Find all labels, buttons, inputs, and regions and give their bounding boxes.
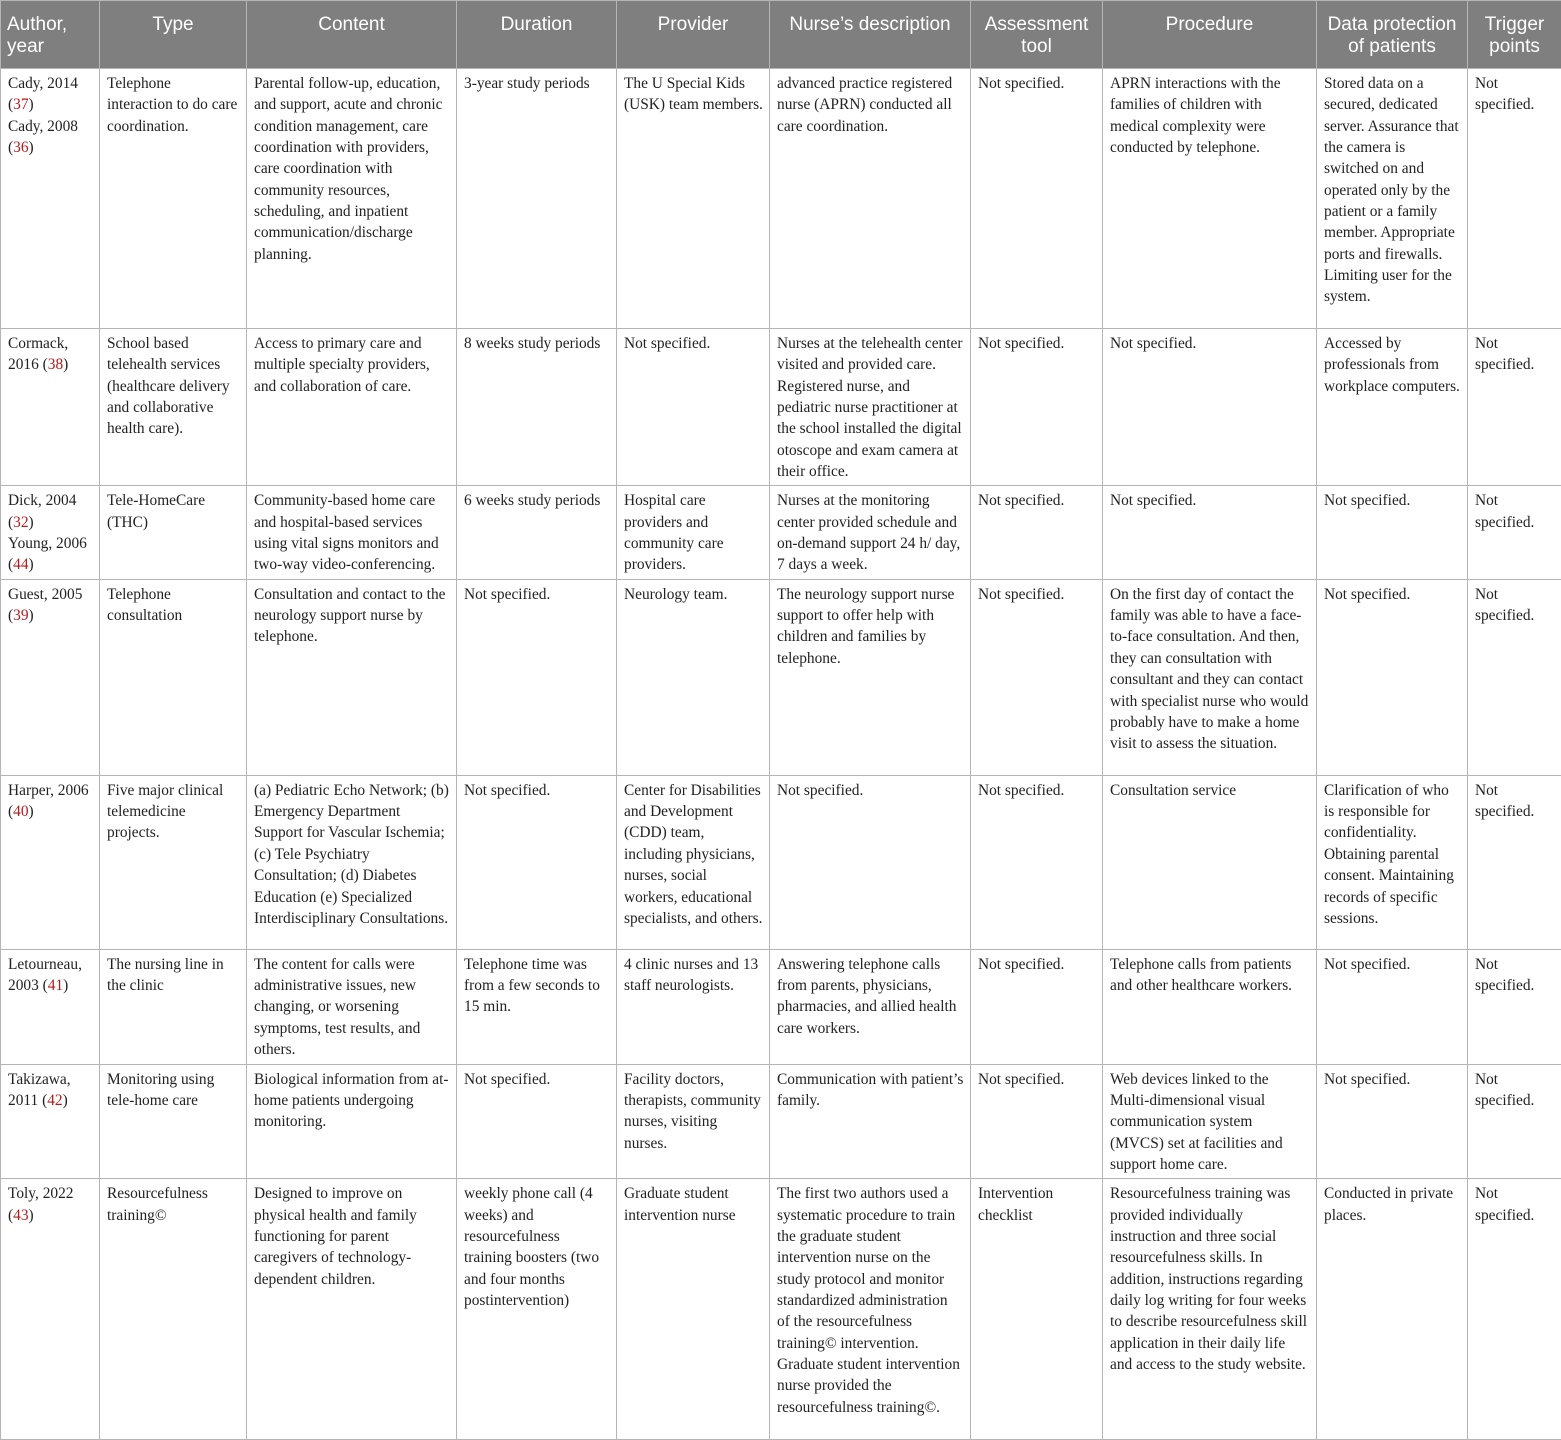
reference-link[interactable]: 41 [48,977,63,994]
cell-type: Tele-HomeCare (THC) [100,486,247,579]
cell-duration: Not specified. [457,775,617,949]
cell-content: Access to primary care and multiple specialty providers, and collaboration of care. [247,329,457,486]
cell-nurse-description: Not specified. [770,775,971,949]
header-duration: Duration [457,1,617,69]
author-name: Cady, 2008 [8,118,78,135]
author-name: Harper, 2006 [8,782,89,799]
cell-provider: Hospital care providers and community care providers. [617,486,770,579]
author-entry: Takizawa, 2011 (42) [8,1071,71,1109]
table-row [1,775,1561,949]
cell-assessment-tool: Not specified. [971,486,1103,579]
cell-nurse-description: advanced practice registered nurse (APRN) conducted all care coordination. [770,69,971,329]
author-name: Dick, 2004 [8,492,76,509]
author-name: Letourneau, 2003 [8,956,82,994]
cell-author-year [1,579,100,775]
author-entry: Cady, 2008 (36) [8,116,93,159]
table-row [1,1064,1561,1179]
author-entry: Cormack, 2016 (38) [8,335,68,373]
cell-trigger-points: Not specified. [1468,775,1561,949]
cell-trigger-points: Not specified. [1468,949,1561,1064]
cell-provider: Neurology team. [617,579,770,775]
cell-data-protection: Accessed by professionals from workplace computers. [1317,329,1468,486]
author-name: Cormack, 2016 [8,335,68,373]
cell-nurse-description: The first two authors used a systematic procedure to train the graduate student intervention nurse on the study protocol and monitor standardized administration of the resourcefulness training© intervention. Graduate student intervention nurse provided the resourcefulness training©. [770,1179,971,1440]
table-row [1,329,1561,486]
cell-nurse-description: The neurology support nurse support to offer help with children and families by telephone. [770,579,971,775]
cell-content: Parental follow-up, education, and support, acute and chronic condition management, care coordination with providers, care coordination with community resources, scheduling, and inpatient communication/discharge planning. [247,69,457,329]
cell-duration: 6 weeks study periods [457,486,617,579]
cell-duration: Telephone time was from a few seconds to 15 min. [457,949,617,1064]
cell-nurse-description: Nurses at the telehealth center visited and provided care. Registered nurse, and pediatric nurse practitioner at the school installed the digital otoscope and exam camera at their office. [770,329,971,486]
author-name: Toly, 2022 [8,1185,73,1202]
cell-assessment-tool: Intervention checklist [971,1179,1103,1440]
cell-data-protection: Not specified. [1317,949,1468,1064]
reference-link[interactable]: 44 [13,556,28,573]
cell-provider: Center for Disabilities and Development (CDD) team, including physicians, nurses, social workers, educational specialists, and others. [617,775,770,949]
cell-author-year [1,1179,100,1440]
cell-duration: weekly phone call (4 weeks) and resourcefulness training boosters (two and four months postintervention) [457,1179,617,1440]
cell-data-protection: Clarification of who is responsible for confidentiality. Obtaining parental consent. Maintaining records of specific sessions. [1317,775,1468,949]
cell-assessment-tool: Not specified. [971,1064,1103,1179]
reference-link[interactable]: 43 [13,1207,28,1224]
table-row [1,486,1561,579]
cell-trigger-points: Not specified. [1468,69,1561,329]
cell-provider: Graduate student intervention nurse [617,1179,770,1440]
cell-duration: Not specified. [457,579,617,775]
cell-data-protection: Not specified. [1317,579,1468,775]
cell-assessment-tool: Not specified. [971,949,1103,1064]
reference-link[interactable]: 39 [13,607,28,624]
cell-duration: 8 weeks study periods [457,329,617,486]
cell-author-year [1,1064,100,1179]
reference-link[interactable]: 42 [47,1092,62,1109]
cell-content: (a) Pediatric Echo Network; (b) Emergency Department Support for Vascular Ischemia; (c) Tele Psychiatry Consultation; (d) Diabetes Education (e) Specialized Interdisciplinary Consultations. [247,775,457,949]
cell-procedure: Telephone calls from patients and other healthcare workers. [1103,949,1317,1064]
table-row [1,1179,1561,1440]
cell-content: Consultation and contact to the neurology support nurse by telephone. [247,579,457,775]
cell-duration: Not specified. [457,1064,617,1179]
author-entry: Harper, 2006 (40) [8,782,89,820]
cell-type: Telephone consultation [100,579,247,775]
cell-type: School based telehealth services (healthcare delivery and collaborative health care). [100,329,247,486]
cell-procedure: Web devices linked to the Multi-dimensional visual communication system (MVCS) set at facilities and support home care. [1103,1064,1317,1179]
cell-provider: Not specified. [617,329,770,486]
author-entry: Toly, 2022 (43) [8,1185,73,1223]
header-data-protection: Data protection of patients [1317,1,1468,69]
author-entry: Letourneau, 2003 (41) [8,956,82,994]
cell-provider: The U Special Kids (USK) team members. [617,69,770,329]
table-row [1,949,1561,1064]
cell-author-year [1,775,100,949]
reference-link[interactable]: 36 [13,139,28,156]
cell-trigger-points: Not specified. [1468,486,1561,579]
author-name: Takizawa, 2011 [8,1071,71,1109]
cell-procedure: Not specified. [1103,329,1317,486]
cell-trigger-points: Not specified. [1468,1064,1561,1179]
table-row [1,69,1561,329]
cell-duration: 3-year study periods [457,69,617,329]
cell-content: Community-based home care and hospital-based services using vital signs monitors and two-way video-conferencing. [247,486,457,579]
reference-link[interactable]: 38 [48,356,63,373]
cell-content: Designed to improve on physical health and family functioning for parent caregivers of technology-dependent children. [247,1179,457,1440]
reference-link[interactable]: 32 [13,514,28,531]
author-name: Young, 2006 [8,535,87,552]
cell-trigger-points: Not specified. [1468,1179,1561,1440]
header-author-year: Author, year [1,1,100,69]
author-entry: Dick, 2004 (32) [8,490,93,533]
cell-provider: Facility doctors, therapists, community nurses, visiting nurses. [617,1064,770,1179]
header-assessment-tool: Assessment tool [971,1,1103,69]
cell-type: Resourcefulness training© [100,1179,247,1440]
reference-link[interactable]: 37 [13,96,28,113]
cell-assessment-tool: Not specified. [971,329,1103,486]
cell-nurse-description: Nurses at the monitoring center provided schedule and on-demand support 24 h/ day, 7 days a week. [770,486,971,579]
header-nurse-description: Nurse’s description [770,1,971,69]
cell-nurse-description: Communication with patient’s family. [770,1064,971,1179]
cell-type: The nursing line in the clinic [100,949,247,1064]
cell-procedure: Consultation service [1103,775,1317,949]
cell-procedure: Not specified. [1103,486,1317,579]
author-entry: Young, 2006 (44) [8,533,93,576]
reference-link[interactable]: 40 [13,803,28,820]
cell-trigger-points: Not specified. [1468,329,1561,486]
header-trigger-points: Trigger points [1468,1,1561,69]
cell-author-year [1,486,100,579]
cell-provider: 4 clinic nurses and 13 staff neurologists. [617,949,770,1064]
cell-type: Telephone interaction to do care coordination. [100,69,247,329]
cell-procedure: On the first day of contact the family was able to have a face-to-face consultation. And then, they can consultation with consultant and they can contact with specialist nurse who would probably have to make a home visit to assess the situation. [1103,579,1317,775]
header-provider: Provider [617,1,770,69]
header-row [1,1,1561,69]
header-procedure: Procedure [1103,1,1317,69]
cell-procedure: APRN interactions with the families of children with medical complexity were conducted by telephone. [1103,69,1317,329]
table-row [1,579,1561,775]
author-name: Guest, 2005 [8,586,82,603]
cell-author-year [1,329,100,486]
table-header [1,1,1561,69]
header-content: Content [247,1,457,69]
cell-type: Monitoring using tele-home care [100,1064,247,1179]
header-type: Type [100,1,247,69]
cell-data-protection: Not specified. [1317,1064,1468,1179]
cell-assessment-tool: Not specified. [971,69,1103,329]
cell-data-protection: Stored data on a secured, dedicated server. Assurance that the camera is switched on and operated only by the patient or a family member. Appropriate ports and firewalls. Limiting user for the system. [1317,69,1468,329]
cell-author-year [1,949,100,1064]
cell-procedure: Resourcefulness training was provided individually instruction and three social resourcefulness skills. In addition, instructions regarding daily log writing for four weeks to describe resourcefulness skill application in their daily life and access to the study website. [1103,1179,1317,1440]
author-name: Cady, 2014 [8,75,78,92]
cell-type: Five major clinical telemedicine projects. [100,775,247,949]
cell-nurse-description: Answering telephone calls from parents, physicians, pharmacies, and allied health care workers. [770,949,971,1064]
cell-trigger-points: Not specified. [1468,579,1561,775]
cell-content: The content for calls were administrative issues, new changing, or worsening symptoms, test results, and others. [247,949,457,1064]
author-entry: Guest, 2005 (39) [8,586,82,624]
cell-author-year [1,69,100,329]
cell-data-protection: Not specified. [1317,486,1468,579]
author-entry: Cady, 2014 (37) [8,73,93,116]
cell-assessment-tool: Not specified. [971,579,1103,775]
cell-data-protection: Conducted in private places. [1317,1179,1468,1440]
cell-content: Biological information from at-home patients undergoing monitoring. [247,1064,457,1179]
cell-assessment-tool: Not specified. [971,775,1103,949]
